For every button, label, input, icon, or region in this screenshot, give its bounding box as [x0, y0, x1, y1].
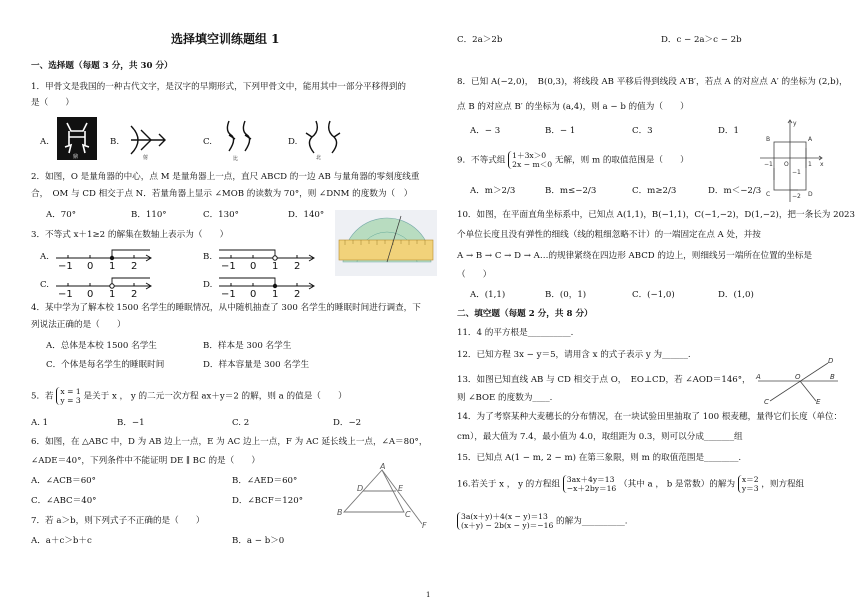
q16-solution: x＝2 y＝3 [738, 475, 759, 493]
q5-opt-b: B．−1 [117, 418, 145, 428]
q9-text: 9．不等式组 1＋3x＞0 2x − m＜0 无解，则 m 的取值范围是（ ） [457, 151, 689, 169]
vertex-label: E [398, 484, 404, 493]
section-choice-heading: 一、选择题（每题 3 分，共 30 分） [31, 61, 173, 71]
q5-opt-c: C. 2 [232, 418, 250, 428]
tick-label: 1 [272, 289, 279, 299]
vertex-label: B [337, 508, 343, 517]
tick-label: 2 [294, 261, 301, 271]
q16-system: 3ax＋4y＝13 −x＋2by＝16 [563, 475, 616, 493]
q8-text: 8．已知 A(−2,0)， B(0,3)，将线段 AB 平移后得到线段 A′B′，若点 A 的对应点 A′ 的坐标为 (2,b)， [457, 77, 848, 87]
tick-label: 2 [294, 289, 301, 299]
q1-opt-b: B. [110, 137, 120, 147]
q10-text: 10．如图，在平面直角坐标系中，已知点 A(1,1)，B(−1,1)，C(−1,−2)，D(1,−2)，把一条长为 2023 [457, 210, 855, 220]
number-line-b [217, 247, 317, 271]
q7-opt-b: B．a − b＞0 [232, 536, 285, 546]
tick-label: −1 [58, 261, 73, 271]
q9-system: 1＋3x＞0 2x − m＜0 [508, 151, 552, 169]
tick-label: −1 [792, 169, 801, 176]
q16-text: 16.若关于 x ， y 的方程组 3ax＋4y＝13 −x＋2by＝16 （其中 a ， b 是常数）的解为 x＝2 y＝3 ，则方程组 [457, 475, 805, 493]
q10-text-4: （ ） [457, 270, 492, 280]
q2-opt-a: A．70° [46, 210, 77, 220]
q12-text: 12．已知方程 3x − y＝5，请用含 x 的式子表示 y 为______. [457, 350, 691, 360]
q5-system: x = 1 y = 3 [56, 387, 80, 405]
q8-opt-d: D．1 [718, 126, 739, 136]
oracle-bei-image [302, 117, 344, 161]
q2-opt-b: B．110° [131, 210, 167, 220]
q6-text-2: ∠ADE＝40°，下列条件中不能证明 DE ∥ BC 的是（ ） [31, 456, 261, 466]
q8-opt-c: C．3 [632, 126, 653, 136]
point-label: C [766, 191, 771, 198]
number-line-c [54, 275, 154, 299]
point-label: C [764, 398, 769, 405]
q4-text: 4．某中学为了解本校 1500 名学生的睡眠情况，从中随机抽查了 300 名学生的睡眠时间进行调查，下 [31, 303, 421, 313]
q2-opt-c: C．130° [203, 210, 239, 220]
q3-opt-b: B. [203, 252, 213, 262]
q10-opt-b: B．(0，1) [545, 290, 587, 300]
tick-label: 0 [87, 289, 94, 299]
axis-label: x [820, 161, 824, 168]
oracle-bi-image [217, 117, 261, 162]
q4-opt-c: C．个体是每名学生的睡眠时间 [46, 360, 165, 370]
q8-opt-b: B．− 1 [545, 126, 576, 136]
oracle-bi-label: 比 [233, 156, 239, 162]
q9-opt-a: A．m＞2/3 [470, 186, 516, 196]
page-title: 选择填空训练题组 1 [171, 32, 280, 46]
point-label: D [828, 357, 834, 365]
q9-opt-d: D．m＜−2/3 [708, 186, 762, 196]
tick-label: 0 [250, 261, 257, 271]
q7-opt-a: A．a＋c＞b＋c [31, 536, 92, 546]
q1-opt-d: D. [288, 137, 298, 147]
q16-text-2: 3a(x＋y)＋4(x − y)＝13 (x＋y) − 2b(x − y)＝−16 的解为__________. [457, 512, 628, 530]
number-line-d [217, 275, 317, 299]
q9-opt-b: B．m≤−2/3 [545, 186, 597, 196]
q6-text: 6．如图，在 △ABC 中，D 为 AB 边上一点，E 为 AC 边上一点，F 为 AC 延长线上一点，∠A＝80°， [31, 437, 428, 447]
tick-label: −1 [58, 289, 73, 299]
q3-opt-c: C. [40, 280, 50, 290]
protractor-ruler-image [335, 210, 437, 276]
page-number: 1 [426, 591, 431, 599]
q2-text: 2．如图，O 是量角器的中心，点 M 是量角器上一点，直尺 ABCD 的一边 AB 与量角器的零刻度线重 [31, 172, 420, 182]
q4-text-2: 列说法正确的是（ ） [31, 320, 126, 330]
tick-label: −1 [221, 289, 236, 299]
oracle-ding-label: 鼎 [73, 154, 79, 160]
q8-text-2: 点 B 的对应点 B′ 的坐标为 (a,4)，则 a − b 的值为（ ） [457, 102, 689, 112]
oracle-she-label: 射 [143, 155, 149, 161]
point-label: B [766, 136, 771, 143]
point-label: B [830, 373, 835, 381]
tick-label: 2 [131, 261, 138, 271]
tick-label: 0 [250, 289, 257, 299]
q6-opt-c: C．∠ABC＝40° [31, 496, 97, 506]
vertex-label: A [380, 462, 386, 471]
q5-opt-d: D．−2 [333, 418, 362, 428]
tick-label: −1 [764, 161, 773, 168]
tick-label: 1 [272, 261, 279, 271]
q6-opt-b: B．∠AED＝60° [232, 476, 298, 486]
point-label: E [816, 398, 821, 405]
tick-label: 2 [131, 289, 138, 299]
origin-label: O [784, 161, 789, 168]
q14-text-2: cm），最大值为 7.4，最小值为 4.0，取组距为 0.3，则可以分成_______组 [457, 432, 743, 442]
oracle-she-image [123, 118, 171, 161]
q7-opt-d: D．c − 2a＞c − 2b [661, 35, 742, 45]
intersecting-lines-figure [752, 355, 840, 405]
vertex-label: C [405, 510, 411, 519]
q10-opt-c: C．(−1,0) [632, 290, 675, 300]
q10-text-3: A → B → C → D → A…的规律紧绕在四边形 ABCD 的边上，则细线另一端所在位置的坐标是 [457, 251, 813, 261]
tick-label: 1 [109, 261, 116, 271]
q1-opt-c: C. [203, 137, 213, 147]
q2-opt-d: D．140° [288, 210, 325, 220]
section-fill-heading: 二、填空题（每题 2 分，共 8 分） [457, 309, 593, 319]
q1-opt-a: A. [40, 137, 49, 147]
tick-label: −2 [792, 193, 801, 200]
tick-label: −1 [221, 261, 236, 271]
q9-opt-c: C．m≥2/3 [632, 186, 677, 196]
number-line-a [54, 247, 154, 271]
q1-text: 1．甲骨文是我国的一种古代文字，是汉字的早期形式，下列甲骨文中，能用其中一部分平移得到的 [31, 82, 407, 92]
point-label: O [795, 373, 801, 381]
q11-text: 11．4 的平方根是__________. [457, 328, 574, 338]
q1-text-2: 是（ ） [31, 98, 74, 108]
q2-text-2: 合， OM 与 CD 相交于点 N．若量角器上显示 ∠MOB 的读数为 70°，则 ∠DNM 的度数为（ ） [31, 189, 413, 199]
q16-system-2: 3a(x＋y)＋4(x − y)＝13 (x＋y) − 2b(x − y)＝−16 [457, 512, 553, 530]
oracle-bei-label: 北 [316, 155, 322, 161]
q4-opt-a: A．总体是本校 1500 名学生 [46, 341, 157, 351]
vertex-label: F [422, 521, 427, 528]
q10-opt-a: A．(1,1) [470, 290, 506, 300]
q5-opt-a: A. 1 [31, 418, 49, 428]
q10-opt-d: D．(1,0) [718, 290, 754, 300]
q4-opt-d: D．样本容量是 300 名学生 [203, 360, 310, 370]
q15-text: 15．已知点 A(1 − m, 2 − m) 在第三象限，则 m 的取值范围是________. [457, 453, 742, 463]
q3-opt-d: D. [203, 280, 213, 290]
q13-text: 13．如图已知直线 AB 与 CD 相交于点 O， EO⊥CD，若 ∠AOD＝146°， [457, 375, 751, 385]
q5-text: 5．若 x = 1 y = 3 是关于 x ， y 的二元一次方程 ax＋y＝2 的解，则 a 的值是（ ） [31, 387, 347, 405]
axis-label: y [793, 120, 797, 127]
q3-text: 3．不等式 x＋1≥2 的解集在数轴上表示为（ ） [31, 230, 229, 240]
q10-text-2: 个单位长度且没有弹性的细线（线的粗细忽略不计）的一端固定在点 A 处，并按 [457, 230, 761, 240]
q3-opt-a: A. [40, 252, 49, 262]
tick-label: 1 [808, 161, 812, 168]
q7-text: 7．若 a＞b，则下列式子不正确的是（ ） [31, 516, 205, 526]
q13-text-2: 则 ∠BOE 的度数为____. [457, 393, 553, 403]
q6-opt-a: A．∠ACB＝60° [31, 476, 96, 486]
point-label: D [808, 191, 813, 198]
tick-label: 1 [109, 289, 116, 299]
q4-opt-b: B．样本是 300 名学生 [203, 341, 292, 351]
q14-text: 14．为了考察某种大麦穗长的分布情况，在一块试验田里抽取了 100 根麦穗，量得它们长度（单位： [457, 412, 843, 422]
tick-label: 0 [87, 261, 94, 271]
q7-opt-c: C．2a＞2b [457, 35, 503, 45]
oracle-ding-image [57, 117, 97, 160]
q8-opt-a: A．− 3 [470, 126, 501, 136]
vertex-label: D [357, 484, 364, 493]
coordinate-figure [756, 118, 826, 204]
point-label: A [756, 373, 761, 381]
triangle-figure [330, 462, 430, 528]
q6-opt-d: D．∠BCF＝120° [232, 496, 303, 506]
point-label: A [808, 136, 813, 143]
